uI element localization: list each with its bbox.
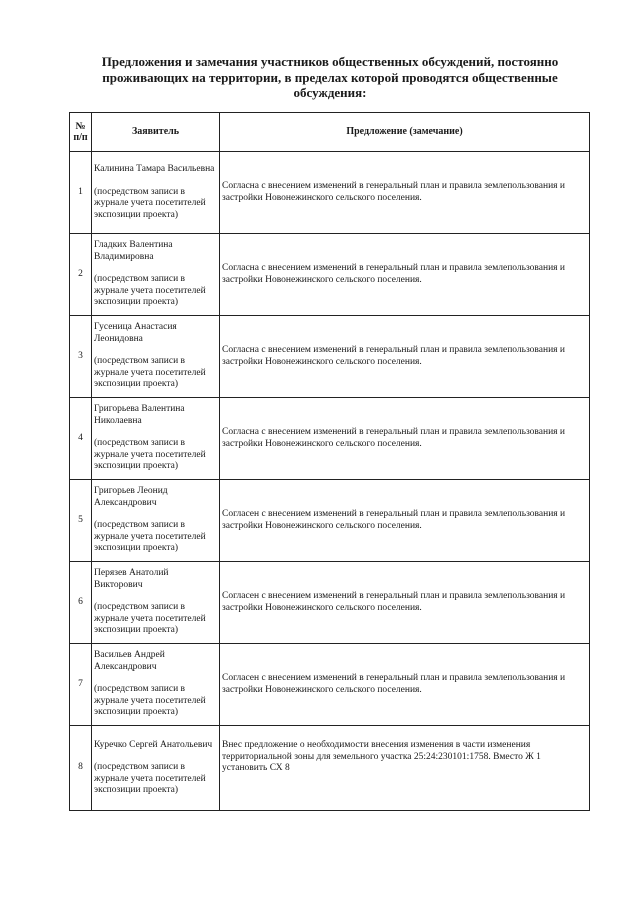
header-number: № п/п: [70, 113, 92, 152]
applicant-note: (посредством записи в журнале учета посетителей экспозиции проекта): [94, 602, 206, 636]
proposal-text: Внес предложение о необходимости внесения изменения в части изменения территориальной зоны для земельного участка 25:24:230101:1758. Вместо Ж 1 установить СХ 8: [220, 726, 590, 811]
table-header-row: [70, 113, 590, 152]
document-title: Предложения и замечания участников общественных обсуждений, постоянно проживающих на территории, в пределах которой проводятся общественные обсуждения:: [101, 54, 559, 100]
applicant-note: (посредством записи в журнале учета посетителей экспозиции проекта): [94, 356, 206, 390]
applicant-note: (посредством записи в журнале учета посетителей экспозиции проекта): [94, 520, 206, 554]
proposal-text: Согласен с внесением изменений в генеральный план и правила землепользования и застройки Новонежинского сельского поселения.: [220, 644, 590, 726]
applicant-cell: [92, 726, 220, 811]
table-row: [70, 726, 590, 811]
row-number: 7: [70, 644, 92, 726]
applicant-note: (посредством записи в журнале учета посетителей экспозиции проекта): [94, 438, 206, 472]
applicant-name: Григорьев Леонид Александрович: [94, 486, 168, 508]
applicant-name: Калинина Тамара Васильевна: [94, 164, 215, 174]
proposal-text: Согласен с внесением изменений в генеральный план и правила землепользования и застройки Новонежинского сельского поселения.: [220, 562, 590, 644]
proposal-text: Согласен с внесением изменений в генеральный план и правила землепользования и застройки Новонежинского сельского поселения.: [220, 480, 590, 562]
applicant-name: Григорьева Валентина Николаевна: [94, 404, 185, 426]
applicant-note: (посредством записи в журнале учета посетителей экспозиции проекта): [94, 274, 206, 308]
applicant-cell: [92, 398, 220, 480]
applicant-cell: [92, 234, 220, 316]
applicant-cell: [92, 644, 220, 726]
table-row: [70, 316, 590, 398]
row-number: 2: [70, 234, 92, 316]
table-row: [70, 398, 590, 480]
applicant-note: (посредством записи в журнале учета посетителей экспозиции проекта): [94, 186, 206, 220]
row-number: 1: [70, 152, 92, 234]
row-number: 8: [70, 726, 92, 811]
table-row: [70, 644, 590, 726]
table-row: [70, 234, 590, 316]
applicant-name: Васильев Андрей Александрович: [94, 650, 165, 672]
applicant-cell: [92, 152, 220, 234]
applicant-cell: [92, 562, 220, 644]
row-number: 3: [70, 316, 92, 398]
header-applicant: Заявитель: [92, 113, 220, 152]
row-number: 4: [70, 398, 92, 480]
applicant-cell: [92, 316, 220, 398]
table-row: [70, 480, 590, 562]
proposal-text: Согласна с внесением изменений в генеральный план и правила землепользования и застройки Новонежинского сельского поселения.: [220, 398, 590, 480]
row-number: 6: [70, 562, 92, 644]
proposal-text: Согласна с внесением изменений в генеральный план и правила землепользования и застройки Новонежинского сельского поселения.: [220, 316, 590, 398]
applicant-name: Куречко Сергей Анатольевич: [94, 739, 213, 750]
header-proposal: Предложение (замечание): [220, 113, 590, 152]
applicant-name: Гусеница Анастасия Леонидовна: [94, 322, 177, 344]
row-number: 5: [70, 480, 92, 562]
proposal-text: Согласна с внесением изменений в генеральный план и правила землепользования и застройки Новонежинского сельского поселения.: [220, 234, 590, 316]
applicant-note: (посредством записи в журнале учета посетителей экспозиции проекта): [94, 684, 206, 718]
applicant-note: (посредством записи в журнале учета посетителей экспозиции проекта): [94, 762, 206, 795]
proposal-text: Согласна с внесением изменений в генеральный план и правила землепользования и застройки Новонежинского сельского поселения.: [220, 152, 590, 234]
proposals-table: [69, 112, 590, 811]
table-row: [70, 152, 590, 234]
applicant-cell: [92, 480, 220, 562]
applicant-name: Гладких Валентина Владимировна: [94, 240, 173, 262]
table-row: [70, 562, 590, 644]
applicant-name: Перязев Анатолий Викторович: [94, 568, 169, 590]
